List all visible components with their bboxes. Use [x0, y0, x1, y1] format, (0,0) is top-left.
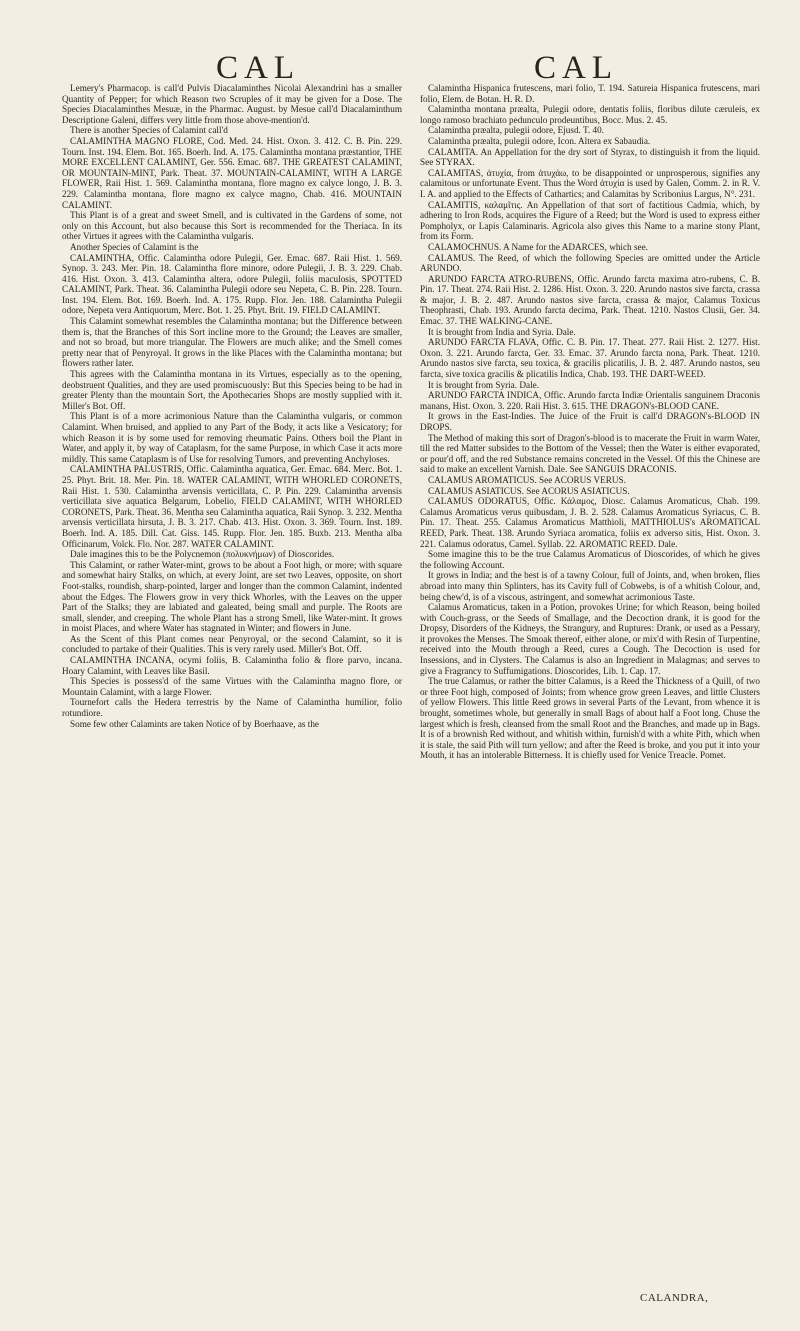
paragraph: This Calamint somewhat resembles the Calamintha montana; but the Difference between them is, that the Branches of this Sort incline more to the Ground; the Leaves are smaller, and not so broad, but more triangular. The Flowers are much alike; and the Smell comes pretty near that of Penyroyal. It grows in the like Places with the Calamintha montana; but flowers rather later.: [62, 316, 402, 369]
paragraph: The Method of making this sort of Dragon's-blood is to macerate the Fruit in warm Water, till the red Matter subsides to the Bottom of the Vessel; then the Water is either evaporated, or pour'd off, and the red Substance remains concreted in the Vessel. Of this the Chinese are said to make an excellent Varnish. Dale. See SANGUIS DRACONIS.: [420, 432, 760, 475]
paragraph: CALAMINTHA, Offic. Calamintha odore Pulegii, Ger. Emac. 687. Raii Hist. 1. 569. Synop. 3. 243. Mer. Pin. 18. Calamintha flore minore, odore Pulegii, J. B. 3. 229. Chab. 416. Hist. Oxon. 3. 413. Calamintha altera, odore Pulegii, foliis maculosis, SPOTTED CALAMINT, Park. Theat. 36. Calamintha Pulegii odore seu Nepeta, C. B. Pin. 228. Tourn. Inst. 194. Elem. Bot. 169. Boerh. Ind. A. 175. Rupp. Flor. Jen. 188. Calamintha Pulegii odore, Nepeta vera Antiquorum, Merc. Bot. 1. 25. Phyt. Brit. 19. FIELD CALAMINT.: [62, 252, 402, 316]
paragraph: The true Calamus, or rather the bitter Calamus, is a Reed the Thickness of a Quill, of two or three Foot high, composed of Joints; from whence grow green Leaves, and little Clusters of yellow Flowers. This little Reed grows in several Parts of the Levant, from whence it is brought, sometimes whole, but generally in small Bags of about half a Foot long. Chuse the largest which is fresh, cleansed from the small Root and the Branches, and made up in Bags. It is of a brownish Red without, and whitish within, furnish'd with a white Pith, which when it is stale, the said Pith will turn yellow; and after the Reed is broke, and you put it into your Mouth, it has an intolerable Bitterness. It is chiefly used for Venice Treacle. Pomet.: [420, 676, 760, 761]
right-column: [420, 83, 760, 761]
paragraph: CALAMINTHA PALUSTRIS, Offic. Calamintha aquatica, Ger. Emac. 684. Merc. Bot. 1. 25. Phyt. Brit. 18. Mer. Pin. 18. WATER CALAMINT, WITH WHORLED CORONETS, Raii Hist. 1. 530. Calamintha arvensis verticillata, C. P. Pin. 229. Calamintha arvensis verticillata sive aquatica Belgarum, Lobelio, FIELD CALAMINT, WITH WHORLED CORONETS, Park. Theat. 36. Mentha seu Calamintha aquatica, Raii Synop. 3. 232. Mentha arvensis verticillata hirsuta, J. B. 3. 217. Chab. 413. Hist. Oxon. 3. 369. Tourn. Inst. 189. Boerh. Ind. A. 185. Dill. Cat. Giss. 145. Rupp. Flor. Jen. 185. Buxb. 213. Mentha alba Officinarum, Volck. Flo. Nor. 287. WATER CALAMINT.: [62, 464, 402, 549]
paragraph: CALAMITIS, καλαμῖτις. An Appellation of that sort of factitious Cadmia, which, by adhering to Iron Rods, acquires the Figure of a Reed; but the Word is used to express either Pompholyx, or Lapis Calaminaris. Agricola also gives this Name to a marine stony Plant, from its Form.: [420, 199, 760, 242]
paragraph: Tournefort calls the Hedera terrestris by the Name of Calamintha humilior, folio rotundiore.: [62, 697, 402, 719]
paragraph: Calamintha montana præalta, Pulegii odore, dentatis foliis, floribus dilute cæruleis, ex longo ramoso brachiato pedunculo prodeuntibus, Bocc. Mus. 2. 45.: [420, 104, 760, 125]
paragraph: There is another Species of Calamint call'd: [70, 125, 228, 136]
header-right: CAL: [534, 50, 618, 86]
paragraph: CALAMUS. The Reed, of which the following Species are omitted under the Article ARUNDO.: [420, 252, 760, 274]
paragraph: This Species is possess'd of the same Virtues with the Calamintha magno flore, or Mountain Calamint, with a large Flower.: [62, 676, 402, 697]
paragraph: Dale imagines this to be the Polycnemon (πολυκνήμων) of Dioscorides.: [70, 549, 335, 560]
paragraph: This Plant is of a great and sweet Smell, and is cultivated in the Gardens of some, not only on this Account, but also because this Sort is recommended for the Theriaca. In its other Virtues it agrees with the Calamintha vulgaris.: [62, 210, 402, 242]
paragraph: It grows in the East-Indies. The Juice of the Fruit is call'd DRAGON's-BLOOD IN DROPS.: [420, 411, 760, 432]
paragraph: CALAMITA. An Appellation for the dry sort of Styrax, to distinguish it from the liquid. See STYRAX.: [420, 146, 760, 168]
paragraph: CALAMUS ODORATUS, Offic. Κάλαμος, Diosc. Calamus Aromaticus, Chab. 199. Calamus Aromaticus verus quibusdam, J. B. 2. 528. Calamus Aromaticus Syriacus, C. B. Pin. 17. Theat. 255. Calamus Aromaticus Matthioli, MATTHIOLUS's AROMATICAL REED, Park. Theat. 138. Arundo Syriaca aromatica, foliis ex adverso sitis, Hist. Oxon. 3. 221. Calamus odoratus, Camel. Syllab. 22. AROMATIC REED. Dale.: [420, 496, 760, 549]
paragraph: Some few other Calamints are taken Notice of by Boerhaave, as the: [70, 718, 319, 729]
paragraph: CALAMOCHNUS. A Name for the ADARCES, which see.: [428, 241, 648, 252]
paragraph: CALAMUS AROMATICUS. See ACORUS VERUS.: [428, 474, 626, 485]
paragraph: Calamus Aromaticus, taken in a Potion, provokes Urine; for which Reason, being boiled with Couch-grass, or the Seeds of Smallage, and the Decoction drank, it is good for the Dropsy, Disorders of the Kidneys, the Strangury, and Ruptures: Drank, or used as a Pessary, it provokes the Menses. The Smoak thereof, either alone, or mix'd with Resin of Turpentine, received into the Mouth through a Reed, cures a Cough. The Decoction is used for Insessions, and in Clysters. The Calamus is also an Ingredient in Malagmas; and serves to give a Fragrancy to Suffumigations. Dioscorides, Lib. 1. Cap. 17.: [420, 602, 760, 676]
paragraph: This agrees with the Calamintha montana in its Virtues, especially as to the opening, deobstruent Qualities, and they are used promiscuously: But this Species being to be had in greater Plenty than the mountain Sort, the Apothecaries Shops are mostly supplied with it. Miller's Bot. Off.: [62, 369, 402, 411]
paragraph: This Calamint, or rather Water-mint, grows to be about a Foot high, or more; with square and somewhat hairy Stalks, on which, at every Joint, are set two Leaves, opposite, on short Foot-stalks, roundish, sharp-pointed, larger and longer than the common Calamint, indented about the Edges. The Flowers grow in very thick Whorles, with the Leaves on the upper Part of the Stalks; they are labiated and galeated, being small and purple. The Roots are small, slender, and creeping. The whole Plant has a strong Smell, like Water-mint. It grows in moist Places, and where Water has stagnated in Winter; and flowers in June.: [62, 559, 402, 634]
paragraph: Calamintha præalta, pulegii odore, Icon. Altera ex Sabaudia.: [428, 135, 651, 146]
paragraph: Another Species of Calamint is the: [70, 241, 199, 252]
paragraph: Lemery's Pharmacop. is call'd Pulvis Diacalaminthes Nicolai Alexandrini has a smaller Quantity of Pepper; for which Reason two Scruples of it may be given for a Dose. The Species Diacalaminthes Mesuæ, in the Pharmac. August. by Mesue call'd Diacalaminthum Descriptione Galeni, differs very little from those above-mention'd.: [62, 83, 402, 125]
paragraph: CALAMINTHA INCANA, ocymi foliis, B. Calamintha folio & flore parvo, incana. Hoary Calamint, with Leaves like Basil.: [62, 655, 402, 676]
paragraph: Some imagine this to be the true Calamus Aromaticus of Dioscorides, of which he gives the following Account.: [420, 549, 760, 570]
paragraph: It is brought from Syria. Dale.: [428, 379, 539, 390]
paragraph: This Plant is of a more acrimonious Nature than the Calamintha vulgaris, or common Calamint. When bruised, and applied to any Part of the Body, it acts like a Vesicatory; for which Reason it is by some used for removing rheumatic Pains. Others boil the Plant in Water, and apply it, by way of Cataplasm, for the same Purpose, in which Case it acts more mildly. This same Cataplasm is of Use for resolving Tumors, and preventing Anchyloses.: [62, 411, 402, 464]
paragraph: Calamintha præalta, pulegii odore, Ejusd. T. 40.: [428, 125, 604, 136]
paragraph: ARUNDO FARCTA ATRO-RUBENS, Offic. Arundo farcta maxima atro-rubens, C. B. Pin. 17. Theat. 274. Raii Hist. 2. 1286. Hist. Oxon. 3. 220. Arundo nastos sive farcta, crassa & major, J. B. 2. 487. Arundo nastos sive farcta, crassa & major, Calamus Toxicus Theophrasti, Chab. 193. Arundo farcta decima, Park. Theat. 1210. Nastos Clusii, Ger. 34. Emac. 37. THE WALKING-CANE.: [420, 273, 760, 327]
left-column: [62, 83, 402, 729]
paragraph: As the Scent of this Plant comes near Penyroyal, or the second Calamint, so it is concluded to partake of their Qualities. This is very rarely used. Miller's Bot. Off.: [62, 633, 402, 655]
paragraph: CALAMITAS, ἀτυχία, from ἀτυχάω, to be disappointed or unprosperous, signifies any calamitous or unfortunate Event. Thus the Word ἀτυχία is used by Galen, Comm. 2. in R. V. I. A. and applied to the Effects of Cathartics; and Calamitas by Scribonius Largus, N°. 231.: [420, 167, 760, 199]
header-left: CAL: [216, 50, 300, 86]
paragraph: It is brought from India and Syria. Dale.: [428, 326, 576, 337]
paragraph: ARUNDO FARCTA INDICA, Offic. Arundo farcta Indiæ Orientalis sanguinem Draconis manans, Hist. Oxon. 3. 220. Raii Hist. 3. 615. THE DRAGON's-BLOOD CANE.: [420, 390, 760, 411]
paragraph: CALAMUS ASIATICUS. See ACORUS ASIATICUS.: [428, 485, 630, 496]
catchword: CALANDRA,: [640, 1292, 709, 1304]
paragraph: Calamintha Hispanica frutescens, mari folio, T. 194. Satureia Hispanica frutescens, mari folio, Elem. de Botan. H. R. D.: [420, 83, 760, 104]
paragraph: It grows in India; and the best is of a tawny Colour, full of Joints, and, when broken, flies abroad into many thin Splinters, has its Cavity full of Cobwebs, is of a whitish Colour, and, being chew'd, is of a viscous, astringent, and somewhat acrimonious Taste.: [420, 570, 760, 602]
paragraph: CALAMINTHA MAGNO FLORE, Cod. Med. 24. Hist. Oxon. 3. 412. C. B. Pin. 229. Tourn. Inst. 194. Elem. Bot. 165. Boerh. Ind. A. 175. Calamintha montana præstantior, THE MORE EXCELLENT CALAMINT, Ger. 556. Emac. 687. THE GREATEST CALAMINT, OR MOUNTAIN-MINT, Park. Theat. 37. MOUNTAIN-CALAMINT, WITH A LARGE FLOWER, Raii Hist. 1. 569. Calamintha montana, flore magno ex calyce longo, J. B. 3. 229. Calamintha montana, flore magno ex calyce magno, Chab. 416. MOUNTAIN CALAMINT.: [62, 135, 402, 210]
paragraph: ARUNDO FARCTA FLAVA, Offic. C. B. Pin. 17. Theat. 277. Raii Hist. 2. 1277. Hist. Oxon. 3. 221. Arundo farcta, Ger. 33. Emac. 37. Arundo farcta nona, Park. Theat. 1210. Arundo nastos sive farcta, seu toxica, & gracilis plicatilis, J. B. 2. 487. Arundo nastos, seu farcta, sive toxica gracilis & plicatilis Indica, Chab. 193. THE DART-WEED.: [420, 337, 760, 380]
